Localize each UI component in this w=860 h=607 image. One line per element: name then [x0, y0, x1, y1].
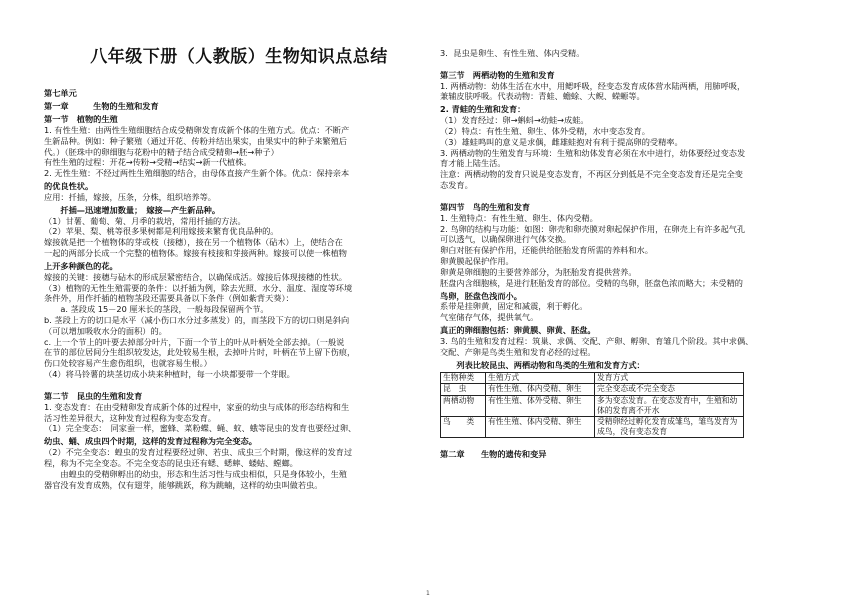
- left-line: 第一节 植物的生殖: [44, 114, 118, 125]
- left-line: 1. 有性生殖：由两性生殖细胞结合成受精卵发育成新个体的生殖方式。优点：不断产: [44, 124, 350, 135]
- right-line: 气室储存气体，提供氧气。: [440, 312, 539, 323]
- left-line: （2）不完全变态：蝗虫的发育过程要经过卵、若虫、成虫三个时期，像这样的发育过: [44, 447, 353, 458]
- left-line: 2. 无性生殖：不经过两性生殖细胞的结合，由母体直接产生新个体。优点：保持亲本: [44, 168, 350, 179]
- left-line: 扦插—迅速增加数量； 嫁接—产生新品种。: [44, 204, 221, 215]
- right-line: 卵白对胚有保护作用，还能供给胚胎发育所需的养料和水。: [440, 245, 653, 256]
- right-line: 可以透气，以确保卵进行气体交换。: [440, 234, 572, 245]
- table-row: [441, 395, 744, 416]
- right-line: 列表比较昆虫、两栖动物和鸟类的生殖和发育方式：: [440, 359, 645, 370]
- left-line: 1. 变态发育：在由受精卵发育成新个体的过程中，家蚕的幼虫与成体的形态结构和生: [44, 401, 350, 412]
- left-line: 活习性差异很大，这种发育过程称为变态发育。: [44, 412, 216, 423]
- table-header-row: [441, 373, 744, 384]
- left-column: [44, 0, 434, 490]
- right-line: 交配、产卵是鸟类生殖和发育必经的过程。: [440, 346, 596, 357]
- left-line: 第二节 昆虫的生殖和发育: [44, 390, 143, 401]
- right-line: 卵黄是卵细胞的主要营养部分，为胚胎发育提供营养。: [440, 266, 637, 277]
- left-line: a. 茎段成 15－20 厘米长的茎段，一般每段保留两个节。: [44, 304, 269, 315]
- right-line: 1. 生殖特点：有性生殖、卵生、体内受精。: [440, 212, 598, 223]
- table-row: [441, 384, 744, 395]
- right-line: 注意：两栖动物的发育只说是变态发育，不再区分到低是不完全变态发育还是完全变: [440, 169, 743, 180]
- right-line: 鸟卵，胚盘色浅而小。: [440, 290, 522, 301]
- right-line: （2）特点：有性生殖、卵生、体外受精，水中变态发育。: [440, 125, 650, 136]
- right-line: 3. 鸟的生殖和发育过程：筑巢、求偶、交配、产卵、孵卵、育雏几个阶段。其中求偶、: [440, 335, 754, 346]
- right-line: 育才能上陆生活。: [440, 158, 506, 169]
- table-cell: 鸟 类: [441, 416, 486, 437]
- left-line: 伤口处较容易产生愈伤组织，也就容易生根。）: [44, 358, 212, 369]
- right-line: 胚盘内含细胞核，是进行胚胎发育的部位。受精的鸟卵，胚盘色浓而略大；未受精的: [440, 277, 743, 288]
- left-line: 代。）（胚珠中的卵细胞与花粉中的精子结合成受精卵→胚→种子）: [44, 146, 279, 157]
- left-line: 程，称为不完全变态。不完全变态的昆虫还有蟋、蟋蟀、蝼蛄、螳螂。: [44, 457, 298, 468]
- left-line: 条件外，用作扦插的植物茎段还需要具备以下条件（例如紫背天葵）：: [44, 293, 294, 304]
- right-line: [440, 191, 832, 200]
- right-line: 卵黄膜起保护作用。: [440, 256, 514, 267]
- left-line: b. 茎段上方的切口是水平（减小伤口水分过多蒸发）的，而茎段下方的切口则是斜向: [44, 315, 350, 325]
- left-line: 嫁接就是把一个植物体的芽或枝（接穗），接在另一个植物体（砧木）上，使结合在: [44, 237, 343, 248]
- right-column: [440, 48, 832, 460]
- left-text-block: [44, 88, 434, 490]
- table-cell: 多为变态发育。在变态发育中，生殖和幼体的发育离不开水: [595, 395, 744, 416]
- right-line: 态发育。: [440, 180, 473, 191]
- left-line: 嫁接的关键：接穗与砧木的形成层紧密结合，以确保成活。嫁接后体现接穗的性状。: [44, 271, 347, 282]
- left-line: 幼虫、蛹、成虫四个时期，这样的发育过程称为完全变态。: [44, 436, 257, 447]
- right-line: 3. 两栖动物的生殖发育与环境：生殖和幼体发育必须在水中进行，幼体要经过变态发: [440, 147, 746, 158]
- right-line: 1. 两栖动物：幼体生活在水中，用鳃呼吸，经变态发育成体营水陆两栖，用肺呼吸，: [440, 80, 746, 91]
- right-line: （3）雄蛙鸣叫的意义是求偶，雌雄蛙抱对有利于提高卵的受精率。: [440, 136, 683, 147]
- table-cell: 昆 虫: [441, 384, 486, 395]
- left-line: （可以增加吸收水分的面积）的。: [44, 325, 167, 336]
- right-line: 第四节 鸟的生殖和发育: [440, 201, 531, 212]
- left-line: c. 上一个节上的叶要去掉部分叶片，下面一个节上的叶从叶柄处全部去掉。（一般说: [44, 336, 345, 347]
- left-line: 在节的部位居间分生组织较发达，此处较易生根，去掉叶片时，叶柄在节上留下伤痕，: [44, 347, 356, 358]
- left-line: （1）完全变态： 同家蚕一样，蜜蜂、菜粉蝶、蝇、蚊、蛾等昆虫的发育也要经过卵、: [44, 423, 357, 434]
- right-line: [440, 59, 832, 68]
- left-line: [44, 380, 434, 389]
- right-line: 系带是挂卵黄，固定和减震，利于孵化。: [440, 301, 588, 312]
- right-line: 真正的卵细胞包括：卵黄膜、卵黄、胚盘。: [440, 325, 596, 336]
- table-cell: 有性生殖、体外受精、卵生: [486, 395, 595, 416]
- right-line: 2. 青蛙的生殖和发育：: [440, 104, 526, 115]
- left-line: 第七单元: [44, 88, 77, 99]
- left-line: （2）苹果、梨、桃等很多果树都是利用嫁接来繁育优良品种的。: [44, 226, 279, 237]
- left-line: 有性生殖的过程：开花→传粉→受精→结实→新一代植株。: [44, 157, 252, 168]
- table-row: [441, 416, 744, 437]
- chapter-heading: 第二章 生物的遗传和变异: [440, 449, 547, 460]
- left-line: 器官没有发育成熟，仅有翅芽，能够跳跃，称为跳蝻，这样的幼虫叫做若虫。: [44, 479, 323, 490]
- page-number: 1: [426, 590, 430, 597]
- right-line: 兼辅皮肤呼吸。代表动物：青蛙、蟾蜍、大鲵、蝾螈等。: [440, 91, 645, 102]
- table-cell: 有性生殖、体内受精、卵生: [486, 416, 595, 437]
- left-line: 生新品种。例如：种子繁殖（通过开花、传粉并结出果实，由果实中的种子来繁殖后: [44, 135, 347, 146]
- table-cell: 有性生殖、体内受精、卵生: [486, 384, 595, 395]
- right-line: 3．昆虫是卵生、有性生殖、体内受精。: [440, 48, 585, 58]
- left-line: （4）将马铃薯的块茎切成小块来种植时，每一小块都要带一个芽眼。: [44, 369, 295, 380]
- left-line: 的优良性状。: [44, 181, 94, 192]
- table-header-cell: 生殖方式: [486, 373, 595, 384]
- right-text-block: [440, 48, 832, 370]
- left-line: 第一章 生物的生殖和发育: [44, 101, 159, 112]
- table-cell: 完全变态或不完全变态: [595, 384, 744, 395]
- right-line: （1）发育经过：卵→蝌蚪→幼蛙→成蛙。: [440, 115, 589, 126]
- table-header-cell: 生物种类: [441, 373, 486, 384]
- left-line: 应用：扦插，嫁接，压条，分株，组织培养等。: [44, 191, 216, 202]
- table-cell: 受精卵经过孵化发育成雏鸟，雏鸟发育为成鸟，没有变态发育: [595, 416, 744, 437]
- right-line: 2. 鸟卵的结构与功能：如图：卵壳和卵壳膜对卵起保护作用，在卵壳上有许多起气孔: [440, 223, 746, 234]
- table-cell: 两栖动物: [441, 395, 486, 416]
- left-line: 上开多种颜色的花。: [44, 260, 118, 271]
- left-line: 一起的两部分长成一个完整的植物体。嫁接有枝接和芽接两种。嫁接可以使一株植物: [44, 248, 347, 259]
- document-title: 八年级下册（人教版）生物知识点总结: [90, 47, 388, 67]
- left-line: （3）植物的无性生殖需要的条件：以扦插为例，除去光照、水分、温度、湿度等环境: [44, 282, 353, 293]
- left-line: 由蝗虫的受精卵孵出的幼虫，形态和生活习性与成虫相似，只是身体较小，生殖: [44, 468, 347, 479]
- comparison-table: [440, 372, 744, 438]
- right-line: 第三节 两栖动物的生殖和发育: [440, 69, 555, 80]
- left-line: （1）甘薯、葡萄、菊、月季的栽培，常用扦插的方法。: [44, 215, 246, 226]
- table-header-cell: 发育方式: [595, 373, 744, 384]
